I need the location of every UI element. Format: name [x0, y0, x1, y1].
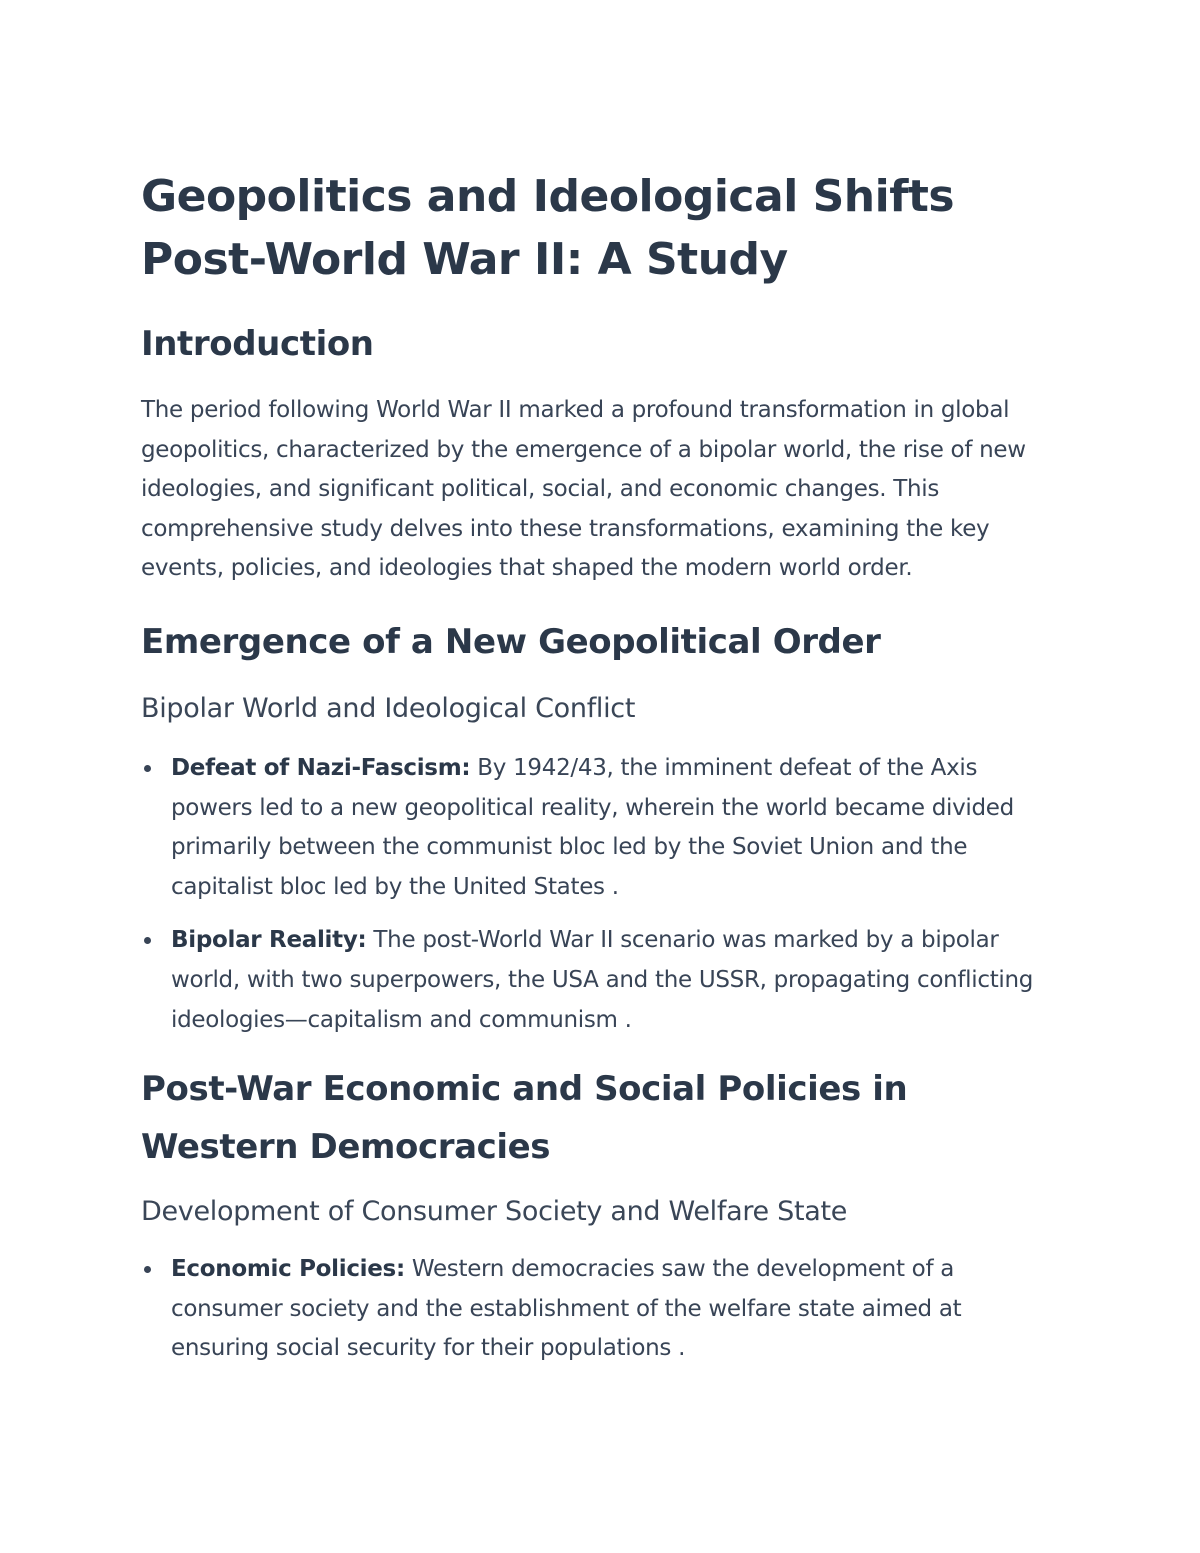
bullet-icon	[144, 765, 151, 772]
list-item	[141, 1250, 1061, 1369]
list-item-term: Economic Policies:	[171, 1256, 405, 1283]
section-heading-geopolitical-order: Emergence of a New Geopolitical Order	[141, 621, 881, 662]
bullet-icon	[144, 1266, 151, 1273]
list-item	[141, 749, 1061, 907]
list-item	[141, 921, 1061, 1040]
subheading-consumer-society: Development of Consumer Society and Welfare State	[141, 1196, 848, 1228]
document-title: Geopolitics and Ideological Shifts Post-World War II: A Study	[141, 171, 955, 285]
document-content	[141, 165, 1061, 1369]
list-item-text: Western democracies saw the development of a consumer society and the establishment of the welfare state aimed at ensuring social security for their populations .	[171, 1256, 962, 1362]
subheading-bipolar-world: Bipolar World and Ideological Conflict	[141, 692, 636, 724]
list-item-term: Bipolar Reality:	[171, 927, 367, 954]
list-item-text: The post-World War II scenario was marked by a bipolar world, with two superpowers, the USA and the USSR, propagating conflicting ideologies—capitalism and communism .	[171, 927, 1034, 1033]
economic-policies-list	[141, 1250, 1061, 1369]
section-heading-introduction: Introduction	[141, 324, 374, 364]
bipolar-world-list	[141, 749, 1061, 1040]
list-item-term: Defeat of Nazi-Fascism:	[171, 754, 471, 781]
list-item-text: By 1942/43, the imminent defeat of the Axis powers led to a new geopolitical reality, wherein the world became divided primarily between the communist bloc led by the Soviet Union and the capitalist bloc led by the United States .	[171, 754, 1014, 900]
section-heading-economic-social-policies: Post-War Economic and Social Policies in Western Democracies	[141, 1069, 908, 1168]
bullet-icon	[144, 937, 151, 944]
introduction-paragraph: The period following World War II marked a profound transformation in global geopolitics, characterized by the emergence of a bipolar world, the rise of new ideologies, and significant political, social, and economic changes. This comprehensive study delves into these transformations, examining the key events, policies, and ideologies that shaped the modern world order.	[141, 397, 1026, 582]
